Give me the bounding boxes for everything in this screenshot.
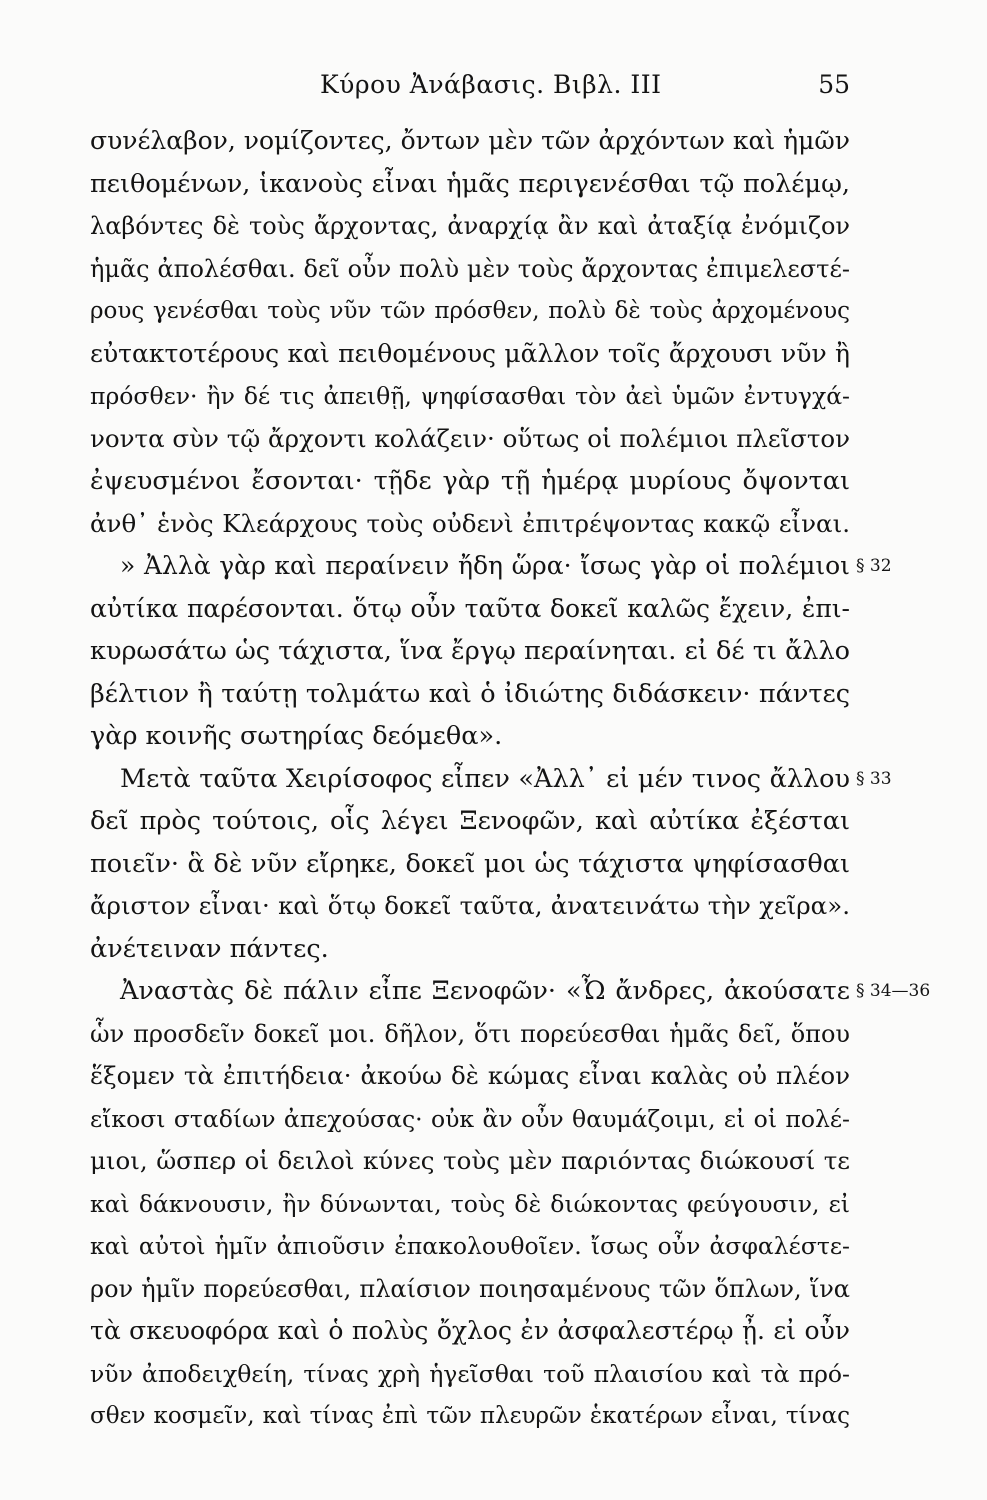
text-line-content: κυρωσάτω ὡς τάχιστα, ἵνα ἔργῳ περαίνηται. εἰ δέ τι ἄλλο — [90, 636, 850, 666]
text-line-content: συνέλαβον, νομίζοντες, ὄντων μὲν τῶν ἀρχόντων καὶ ἡμῶν — [90, 126, 850, 155]
text-line-content: ὧν προσδεῖν δοκεῖ μοι. δῆλον, ὅτι πορεύεσθαι ἡμᾶς δεῖ, ὅπου — [90, 1019, 850, 1048]
text-line-content: » Ἀλλὰ γὰρ καὶ περαίνειν ἤδη ὥρα· ἴσως γὰρ οἱ πολέμιοι — [120, 551, 850, 580]
text-line — [90, 1140, 850, 1183]
text-line — [90, 673, 850, 716]
text-line — [90, 163, 850, 206]
text-line — [90, 630, 850, 673]
text-line — [90, 1353, 850, 1396]
text-line-content: Μετὰ ταῦτα Χειρίσοφος εἶπεν «Ἀλλ᾽ εἰ μέν τινος ἄλλου — [120, 763, 850, 794]
text-line-content: καὶ δάκνουσιν, ἢν δύνωνται, τοὺς δὲ διώκοντας φεύγουσιν, εἰ — [90, 1189, 850, 1218]
text-line — [90, 120, 850, 163]
text-line — [90, 375, 850, 418]
section-marker: § 33 — [856, 768, 892, 789]
text-line — [90, 1013, 850, 1056]
text-line — [90, 1395, 850, 1438]
text-line — [90, 333, 850, 376]
text-line-content: ἡμᾶς ἀπολέσθαι. δεῖ οὖν πολὺ μὲν τοὺς ἄρχοντας ἐπιμελεστέ- — [90, 254, 850, 283]
text-line-content: ποιεῖν· ἃ δὲ νῦν εἴρηκε, δοκεῖ μοι ὡς τάχιστα ψηφίσασθαι — [90, 848, 850, 879]
text-line-content: μιοι, ὥσπερ οἱ δειλοὶ κύνες τοὺς μὲν παριόντας διώκουσί τε — [90, 1146, 850, 1175]
text-line-content: πειθομένων, ἱκανοὺς εἶναι ἡμᾶς περιγενέσθαι τῷ πολέμῳ, — [90, 168, 850, 199]
text-line — [90, 205, 850, 248]
page-number: 55 — [818, 70, 850, 99]
text-line — [90, 588, 850, 631]
text-line-content: πρόσθεν· ἢν δέ τις ἀπειθῇ, ψηφίσασθαι τὸν ἀεὶ ὑμῶν ἐντυγχά- — [90, 382, 850, 410]
text-line-content: εὐτακτοτέρους καὶ πειθομένους μᾶλλον τοῖς ἄρχουσι νῦν ἢ — [90, 338, 850, 368]
text-line-content: εἴκοσι σταδίων ἀπεχούσας· οὐκ ἂν οὖν θαυμάζοιμι, εἰ οἱ πολέ- — [90, 1104, 850, 1133]
text-line — [90, 843, 850, 886]
text-line — [90, 1310, 850, 1353]
text-line-content: νοντα σὺν τῷ ἄρχοντι κολάζειν· οὕτως οἱ πολέμιοι πλεῖστον — [90, 423, 851, 453]
text-line-content: ρους γενέσθαι τοὺς νῦν τῶν πρόσθεν, πολὺ δὲ τοὺς ἀρχομένους — [90, 298, 850, 324]
text-line — [90, 715, 850, 758]
running-header — [90, 70, 850, 110]
text-line-content: Ἀναστὰς δὲ πάλιν εἶπε Ξενοφῶν· «Ὦ ἄνδρες, ἀκούσατε — [120, 976, 850, 1006]
text-line — [90, 1055, 850, 1098]
text-block — [90, 120, 931, 1438]
text-line-content: ρον ἡμῖν πορεύεσθαι, πλαίσιον ποιησαμένους τῶν ὅπλων, ἵνα — [90, 1274, 850, 1303]
text-line — [90, 248, 850, 291]
text-line — [90, 545, 892, 588]
text-line-content: ἐψευσμένοι ἔσονται· τῇδε γὰρ τῇ ἡμέρᾳ μυρίους ὄψονται — [90, 466, 850, 496]
text-line-content: ἀνθ᾽ ἑνὸς Κλεάρχους τοὺς οὐδενὶ ἐπιτρέψοντας κακῷ εἶναι. — [90, 508, 850, 538]
section-marker: § 32 — [856, 556, 892, 576]
text-line — [90, 1268, 850, 1311]
text-line — [90, 1098, 850, 1141]
text-line — [90, 1225, 850, 1268]
text-line — [90, 885, 850, 928]
text-line — [90, 418, 850, 461]
text-line-content: ἄριστον εἶναι· καὶ ὅτῳ δοκεῖ ταῦτα, ἀνατεινάτω τὴν χεῖρα». — [90, 891, 850, 920]
text-line — [90, 928, 850, 971]
text-line-content: ἕξομεν τὰ ἐπιτήδεια· ἀκούω δὲ κώμας εἶναι καλὰς οὐ πλέον — [90, 1061, 850, 1090]
text-line-content: βέλτιον ἢ ταύτῃ τολμάτω καὶ ὁ ἰδιώτης διδάσκειν· πάντες — [90, 678, 850, 709]
running-title: Κύρου Ἀνάβασις. Βιβλ. ΙΙΙ — [320, 70, 662, 99]
text-line-content: ἀνέτειναν πάντες. — [90, 933, 329, 964]
text-line — [90, 503, 850, 546]
text-line — [90, 460, 850, 503]
text-line-content: δεῖ πρὸς τούτοις, οἷς λέγει Ξενοφῶν, καὶ αὐτίκα ἐξέσται — [90, 806, 850, 836]
text-line-content: νῦν ἀποδειχθείη, τίνας χρὴ ἡγεῖσθαι τοῦ πλαισίου καὶ τὰ πρό- — [90, 1359, 850, 1388]
text-line-content: λαβόντες δὲ τοὺς ἄρχοντας, ἀναρχίᾳ ἂν καὶ ἀταξίᾳ ἐνόμιζον — [90, 212, 850, 240]
text-line — [90, 758, 892, 801]
text-line-content: αὐτίκα παρέσονται. ὅτῳ οὖν ταῦτα δοκεῖ καλῶς ἔχειν, ἐπι- — [90, 593, 850, 623]
text-line — [90, 970, 931, 1013]
text-line — [90, 800, 850, 843]
text-line — [90, 1183, 850, 1226]
text-line-content: τὰ σκευοφόρα καὶ ὁ πολὺς ὄχλος ἐν ἀσφαλεστέρῳ ᾖ. εἰ οὖν — [90, 1316, 850, 1345]
text-line-content: καὶ αὐτοὶ ἡμῖν ἀπιοῦσιν ἐπακολουθοῖεν. ἴσως οὖν ἀσφαλέστε- — [90, 1232, 850, 1260]
section-marker: § 34—36 — [856, 981, 931, 1001]
text-line-content: γὰρ κοινῆς σωτηρίας δεόμεθα». — [90, 721, 503, 751]
text-line — [90, 290, 850, 333]
text-line-content: σθεν κοσμεῖν, καὶ τίνας ἐπὶ τῶν πλευρῶν ἑκατέρων εἶναι, τίνας — [90, 1403, 850, 1429]
